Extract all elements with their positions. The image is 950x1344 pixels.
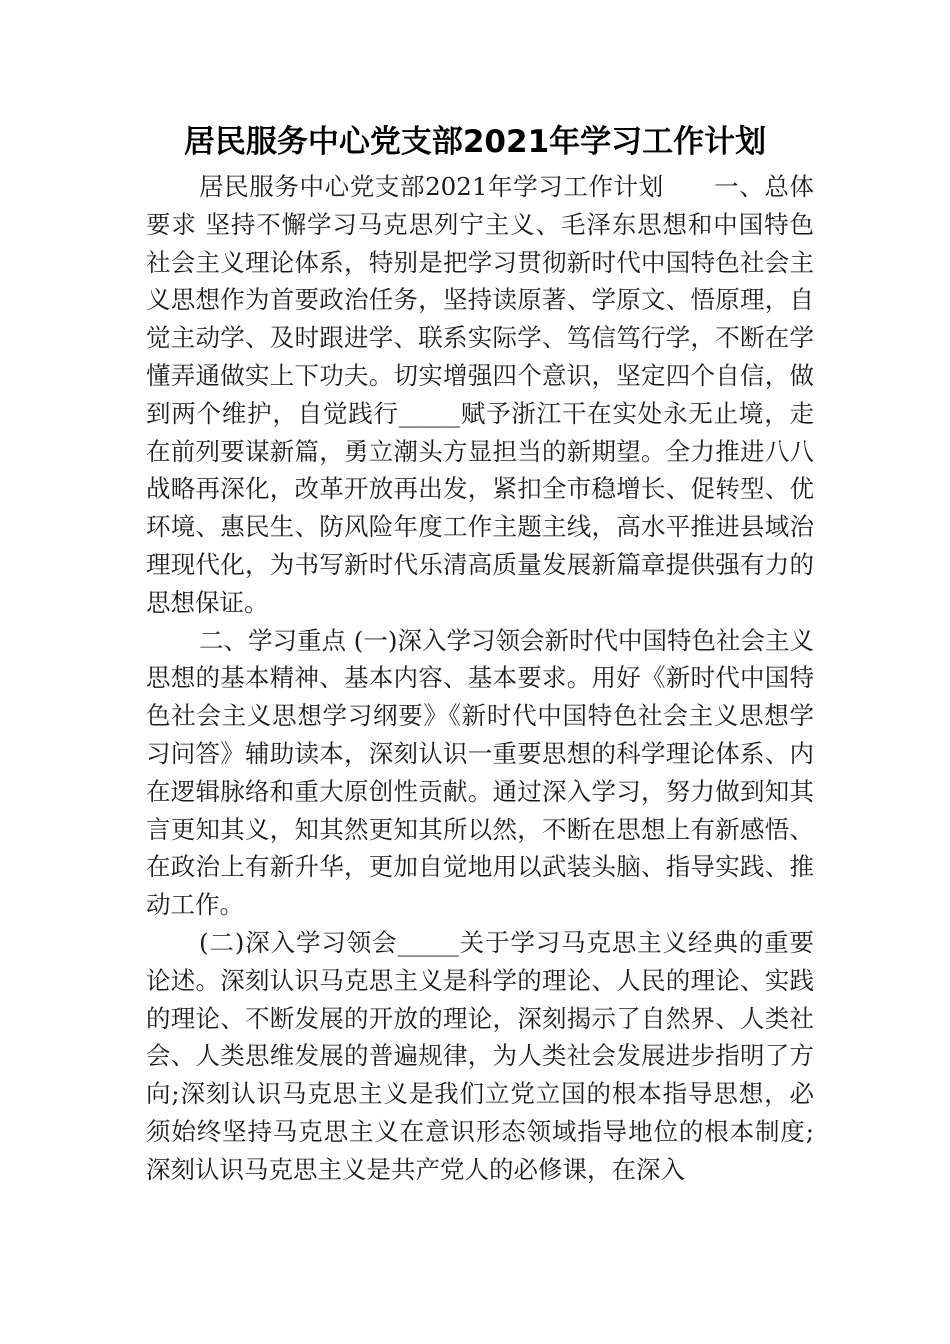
- paragraph-overall-requirements: 居民服务中心党支部2021年学习工作计划 一、总体要求 坚持不懈学习马克思列宁主义、毛泽东思想和中国特色社会主义理论体系，特别是把学习贯彻新时代中国特色社会主义思想作为首要政治任务，坚持读原著、学原文、悟原理，自觉主动学、及时跟进学、联系实际学、笃信笃行学，不断在学懂弄通做实上下功夫。切实增强四个意识，坚定四个自信，做到两个维护，自觉践行_____赋予浙江干在实处永无止境，走在前列要谋新篇，勇立潮头方显担当的新期望。全力推进八八战略再深化，改革开放再出发，紧扣全市稳增长、促转型、优环境、惠民生、防风险年度工作主题主线，高水平推进县域治理现代化，为书写新时代乐清高质量发展新篇章提供强有力的思想保证。: [146, 172, 814, 617]
- document-title: 居民服务中心党支部2021年学习工作计划: [183, 124, 767, 160]
- paragraph-study-focus: 二、学习重点 (一)深入学习领会新时代中国特色社会主义思想的基本精神、基本内容、基本要求。用好《新时代中国特色社会主义思想学习纲要》《新时代中国特色社会主义思想学习问答》辅助读本，深刻认识一重要思想的科学理论体系、内在逻辑脉络和重大原创性贡献。通过深入学习，努力做到知其言更知其义，知其然更知其所以然，不断在思想上有新感悟、在政治上有新升华，更加自觉地用以武装头脑、指导实践、推动工作。: [146, 625, 814, 920]
- document-body: [146, 168, 814, 1189]
- paragraph-marxist-classics: (二)深入学习领会_____关于学习马克思主义经典的重要论述。深刻认识马克思主义是科学的理论、人民的理论、实践的理论、不断发展的开放的理论，深刻揭示了自然界、人类社会、人类思维发展的普遍规律，为人类社会发展进步指明了方向;深刻认识马克思主义是我们立党立国的根本指导思想，必须始终坚持马克思主义在意识形态领域指导地位的根本制度;深刻认识马克思主义是共产党人的必修课，在深入: [146, 927, 814, 1184]
